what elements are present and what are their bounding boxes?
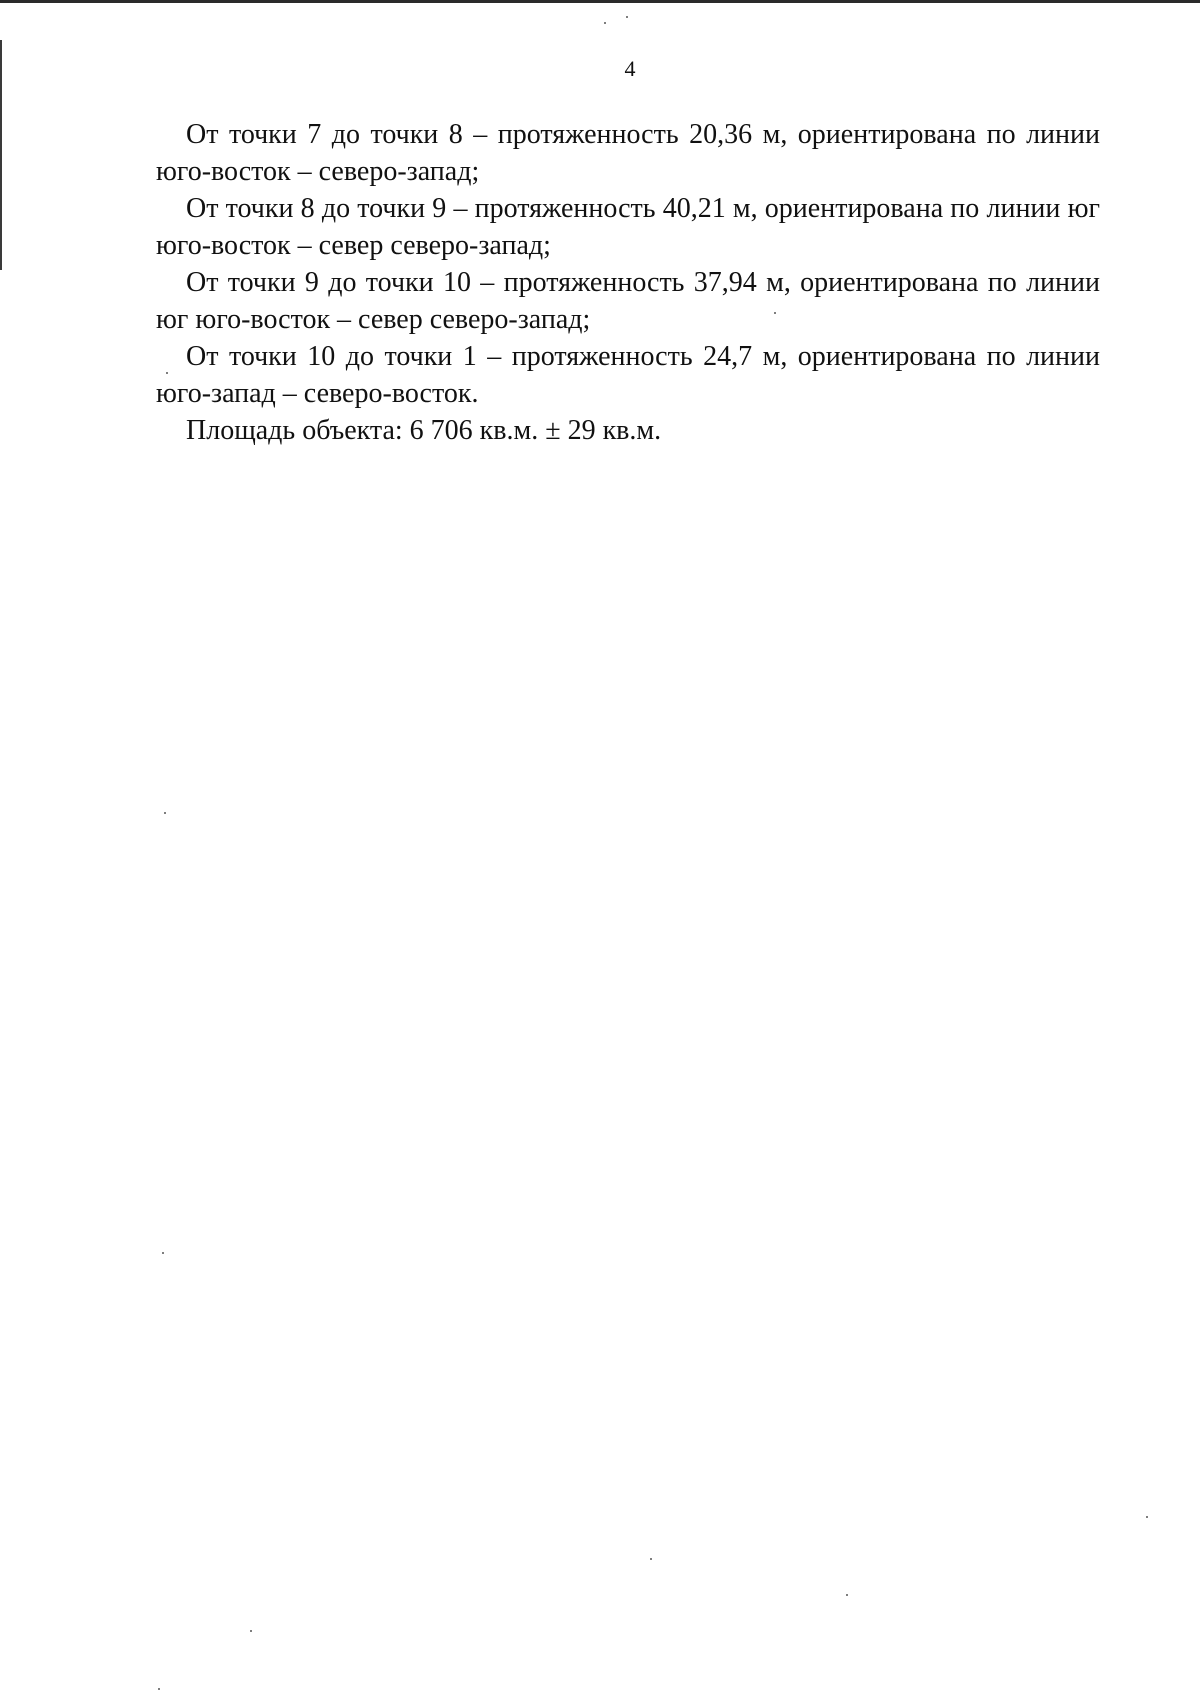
scan-speck — [650, 1558, 652, 1560]
page-number: 4 — [624, 56, 636, 81]
scan-speck — [250, 1630, 252, 1632]
scan-speck — [604, 22, 606, 24]
paragraph-segment-10-1: От точки 10 до точки 1 – протяженность 24,7 м, ориентирована по линии юго-запад – северо-восток. — [156, 341, 1100, 409]
scan-speck — [1146, 1516, 1148, 1518]
scan-speck — [164, 812, 166, 814]
paragraph-segment-7-8: От точки 7 до точки 8 – протяженность 20,36 м, ориентирована по линии юго-восток – северо-запад; — [156, 119, 1100, 187]
document-body — [156, 116, 1100, 449]
scan-speck — [626, 16, 628, 18]
scan-border-top — [0, 0, 1200, 3]
paragraph-area: Площадь объекта: 6 706 кв.м. ± 29 кв.м. — [186, 415, 662, 446]
scan-speck — [846, 1594, 848, 1596]
scan-speck — [166, 372, 168, 374]
scan-speck — [158, 1688, 160, 1690]
scan-speck — [162, 1252, 164, 1254]
scan-speck — [774, 312, 776, 314]
paragraph-segment-8-9: От точки 8 до точки 9 – протяженность 40,21 м, ориентирована по линии юг юго-восток – север северо-запад; — [156, 193, 1100, 261]
paragraph-segment-9-10: От точки 9 до точки 10 – протяженность 37,94 м, ориентирована по линии юг юго-восток – север северо-запад; — [156, 267, 1100, 335]
